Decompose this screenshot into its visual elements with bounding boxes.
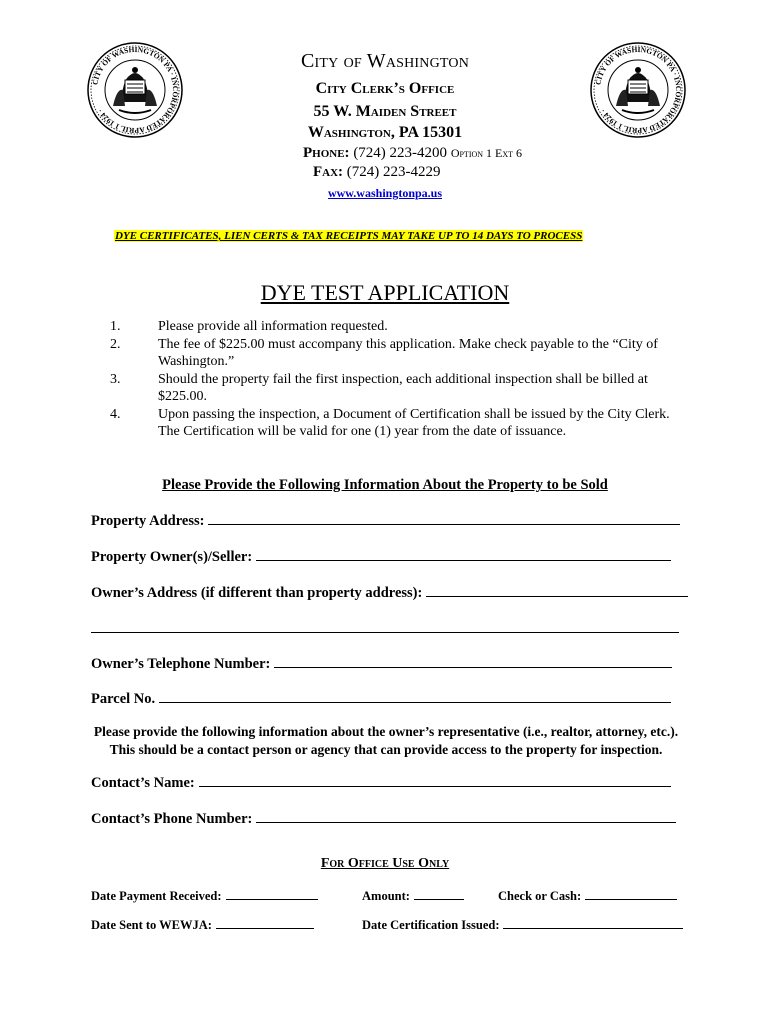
item-number: 3. <box>110 371 121 387</box>
list-item <box>110 318 690 336</box>
owner-phone-input[interactable] <box>274 655 672 668</box>
date-cert-input[interactable] <box>503 918 683 929</box>
date-cert-label: Date Certification Issued: <box>362 918 500 932</box>
owner-phone-label: Owner’s Telephone Number: <box>91 656 271 672</box>
contact-name-input[interactable] <box>199 774 671 787</box>
phone-line <box>303 145 522 162</box>
owner-seller-label: Property Owner(s)/Seller: <box>91 549 253 565</box>
phone-label: Phone: <box>303 145 350 161</box>
parcel-label: Parcel No. <box>91 691 156 707</box>
date-payment-label: Date Payment Received: <box>91 889 222 903</box>
item-number: 4. <box>110 406 121 422</box>
website-link[interactable]: www.washingtonpa.us <box>327 186 443 200</box>
city-name: City of Washington <box>300 50 470 72</box>
item-text: Should the property fail the first inspection, each additional inspection shall be billed at $225.00. <box>158 371 648 404</box>
property-address-label: Property Address: <box>91 513 205 529</box>
phone-extension: Option 1 Ext 6 <box>450 146 523 160</box>
contact-phone-field <box>91 810 676 828</box>
date-sent-label: Date Sent to WEWJA: <box>91 918 212 932</box>
list-item <box>110 406 690 441</box>
processing-notice: DYE CERTIFICATES, LIEN CERTS & TAX RECEIPTS MAY TAKE UP TO 14 DAYS TO PROCESS <box>115 230 583 242</box>
office-use-heading: For Office Use Only <box>320 856 450 871</box>
owner-address-label: Owner’s Address (if different than property address): <box>91 585 423 601</box>
fax-line <box>313 164 441 181</box>
city-state-zip: Washington, PA 15301 <box>307 124 463 141</box>
parcel-field <box>91 690 671 708</box>
item-number: 1. <box>110 319 121 334</box>
parcel-input[interactable] <box>159 690 671 703</box>
check-cash-input[interactable] <box>585 889 677 900</box>
date-payment-field <box>91 889 318 904</box>
instructions-list <box>110 318 690 441</box>
owner-phone-field <box>91 655 672 673</box>
svg-text:CITY OF WASHINGTON PA · INCORP: CITY OF WASHINGTON PA · INCORPORATED APRIL 1 1924 · <box>593 44 684 136</box>
phone-number: (724) 223-4200 <box>353 145 448 161</box>
item-number: 2. <box>110 336 121 352</box>
street-address: 55 W. Maiden Street <box>313 103 457 120</box>
amount-label: Amount: <box>362 889 410 903</box>
fax-label: Fax: <box>313 164 344 180</box>
property-address-input[interactable] <box>208 512 680 525</box>
amount-field <box>362 889 464 904</box>
check-cash-field <box>498 889 677 904</box>
form-title: DYE TEST APPLICATION <box>260 280 510 305</box>
owner-address-field <box>91 584 688 602</box>
date-payment-input[interactable] <box>226 889 318 900</box>
amount-input[interactable] <box>414 889 464 900</box>
contact-phone-label: Contact’s Phone Number: <box>91 811 253 827</box>
svg-text:CITY OF WASHINGTON PA · INCORP: CITY OF WASHINGTON PA · INCORPORATED APRIL 1 1924 · <box>90 44 181 136</box>
contact-name-label: Contact’s Name: <box>91 775 195 791</box>
owner-seller-field <box>91 548 671 566</box>
owner-address-input-line2[interactable] <box>91 620 679 633</box>
date-sent-field <box>91 918 314 933</box>
item-text: Upon passing the inspection, a Document of Certification shall be issued by the City Clerk. The Certification will be valid for one (1) year from the date of issuance. <box>158 406 670 439</box>
list-item <box>110 336 690 371</box>
item-text: The fee of $225.00 must accompany this application. Make check payable to the “City of Washington.” <box>158 336 658 369</box>
list-item <box>110 371 690 406</box>
property-address-field <box>91 512 680 530</box>
representative-note: Please provide the following information about the owner’s representative (i.e., realtor, attorney, etc.). This should be a contact person or agency that can provide access to the property for inspection. <box>93 724 679 757</box>
date-cert-field <box>362 918 683 933</box>
owner-seller-input[interactable] <box>256 548 671 561</box>
website-line <box>0 186 770 201</box>
owner-address-input[interactable] <box>426 584 688 597</box>
item-text: Please provide all information requested. <box>158 319 388 334</box>
date-sent-input[interactable] <box>216 918 314 929</box>
contact-phone-input[interactable] <box>256 810 676 823</box>
section-heading: Please Provide the Following Information About the Property to be Sold <box>162 477 608 493</box>
clerk-office: City Clerk’s Office <box>315 80 455 97</box>
fax-number: (724) 223-4229 <box>346 164 441 180</box>
check-cash-label: Check or Cash: <box>498 889 582 903</box>
contact-name-field <box>91 774 671 792</box>
